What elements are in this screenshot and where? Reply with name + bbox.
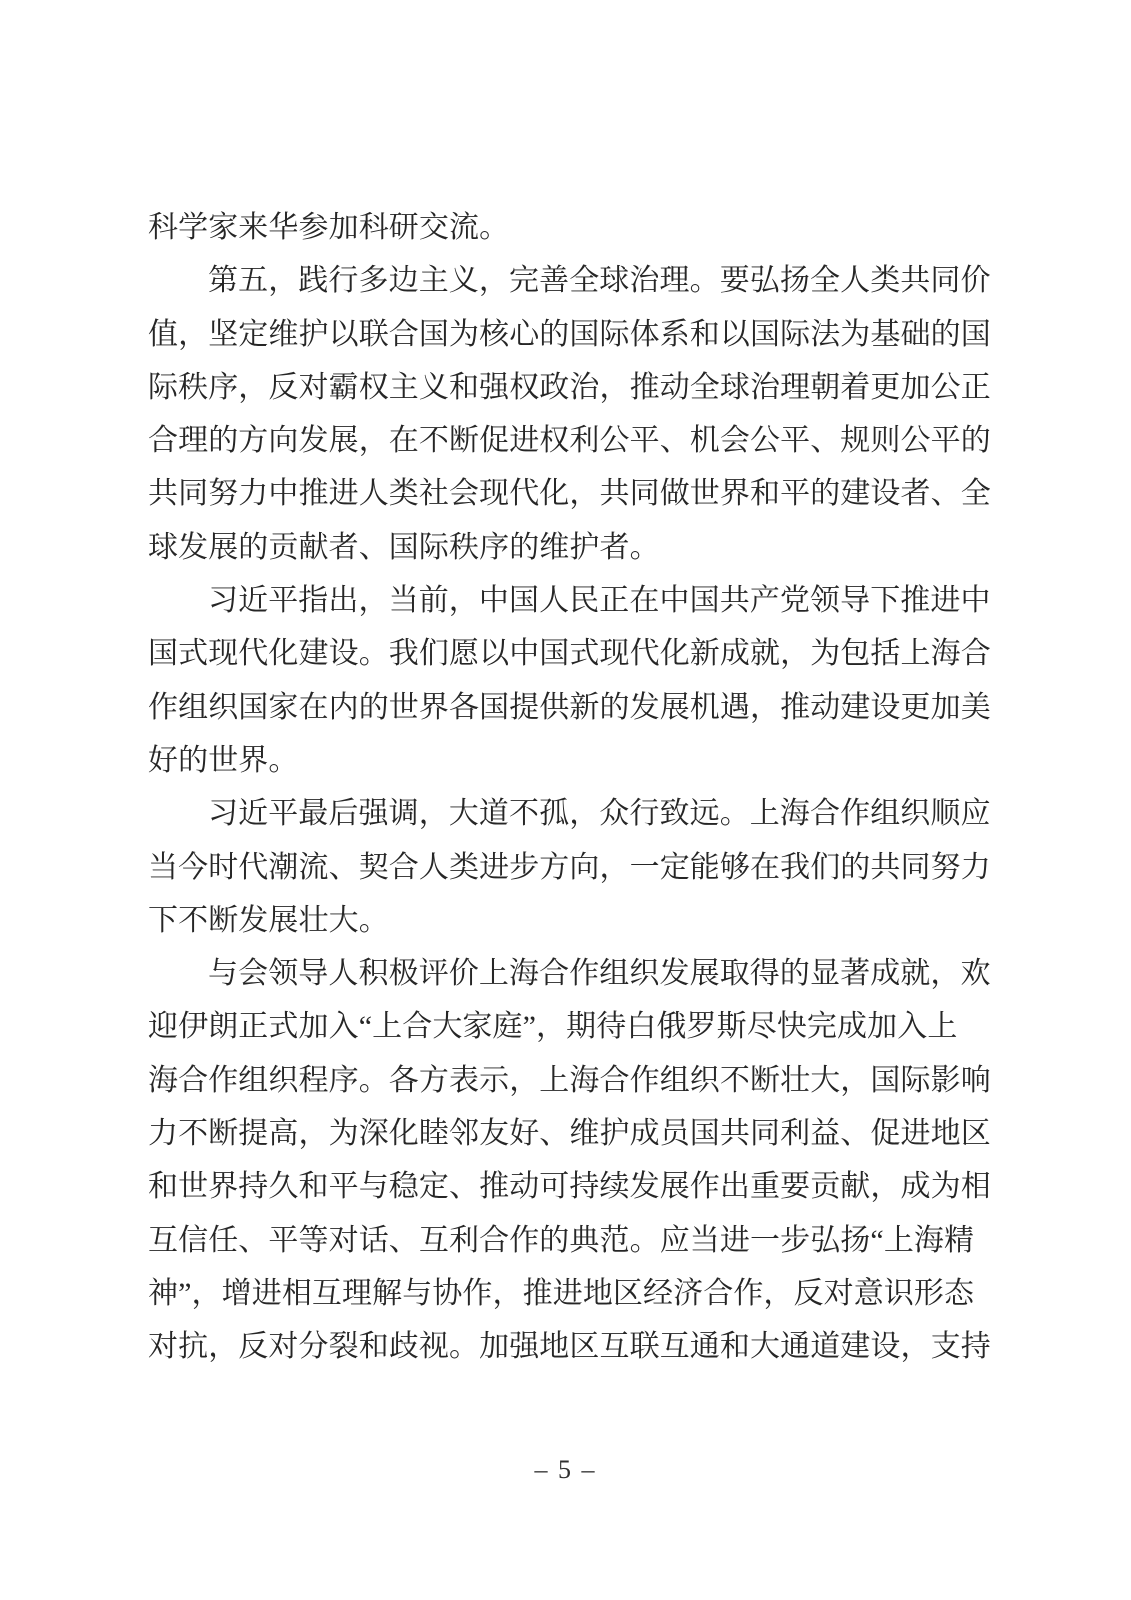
page-number: – 5 – xyxy=(534,1455,597,1484)
text-line: 神”，增进相互理解与协作，推进地区经济合作，反对意识形态 xyxy=(148,1276,975,1310)
text-line: 际秩序，反对霸权主义和强权政治，推动全球治理朝着更加公正 xyxy=(148,370,991,404)
text-line: 科学家来华参加科研交流。 xyxy=(148,211,510,244)
text-line: 作组织国家在内的世界各国提供新的发展机遇，推动建设更加美 xyxy=(148,690,991,724)
text-line: 国式现代化建设。我们愿以中国式现代化新成就，为包括上海合 xyxy=(148,637,991,671)
text-line: 当今时代潮流、契合人类进步方向，一定能够在我们的共同努力 xyxy=(148,850,991,884)
text-line: 和世界持久和平与稳定、推动可持续发展作出重要贡献，成为相 xyxy=(148,1170,991,1204)
text-line: 球发展的贡献者、国际秩序的维护者。 xyxy=(148,530,660,564)
text-line: 习近平最后强调，大道不孤，众行致远。上海合作组织顺应 xyxy=(208,797,991,831)
text-line: 习近平指出，当前，中国人民正在中国共产党领导下推进中 xyxy=(208,584,991,618)
text-line: 互信任、平等对话、互利合作的典范。应当进一步弘扬“上海精 xyxy=(148,1223,975,1257)
text-line: 对抗，反对分裂和歧视。加强地区互联互通和大通道建设，支持 xyxy=(148,1330,991,1364)
text-line: 好的世界。 xyxy=(148,743,299,777)
body-text xyxy=(148,201,994,1374)
text-line: 值，坚定维护以联合国为核心的国际体系和以国际法为基础的国 xyxy=(148,317,991,351)
text-line: 与会领导人积极评价上海合作组织发展取得的显著成就，欢 xyxy=(208,957,991,991)
text-line: 第五，践行多边主义，完善全球治理。要弘扬全人类共同价 xyxy=(208,264,991,298)
text-line: 下不断发展壮大。 xyxy=(148,903,389,937)
text-line: 合理的方向发展，在不断促进权利公平、机会公平、规则公平的 xyxy=(148,424,991,458)
text-line: 海合作组织程序。各方表示，上海合作组织不断壮大，国际影响 xyxy=(148,1063,991,1097)
text-line: 力不断提高，为深化睦邻友好、维护成员国共同利益、促进地区 xyxy=(148,1117,991,1151)
text-line: 共同努力中推进人类社会现代化，共同做世界和平的建设者、全 xyxy=(148,477,991,511)
text-line: 迎伊朗正式加入“上合大家庭”，期待白俄罗斯尽快完成加入上 xyxy=(148,1010,958,1044)
